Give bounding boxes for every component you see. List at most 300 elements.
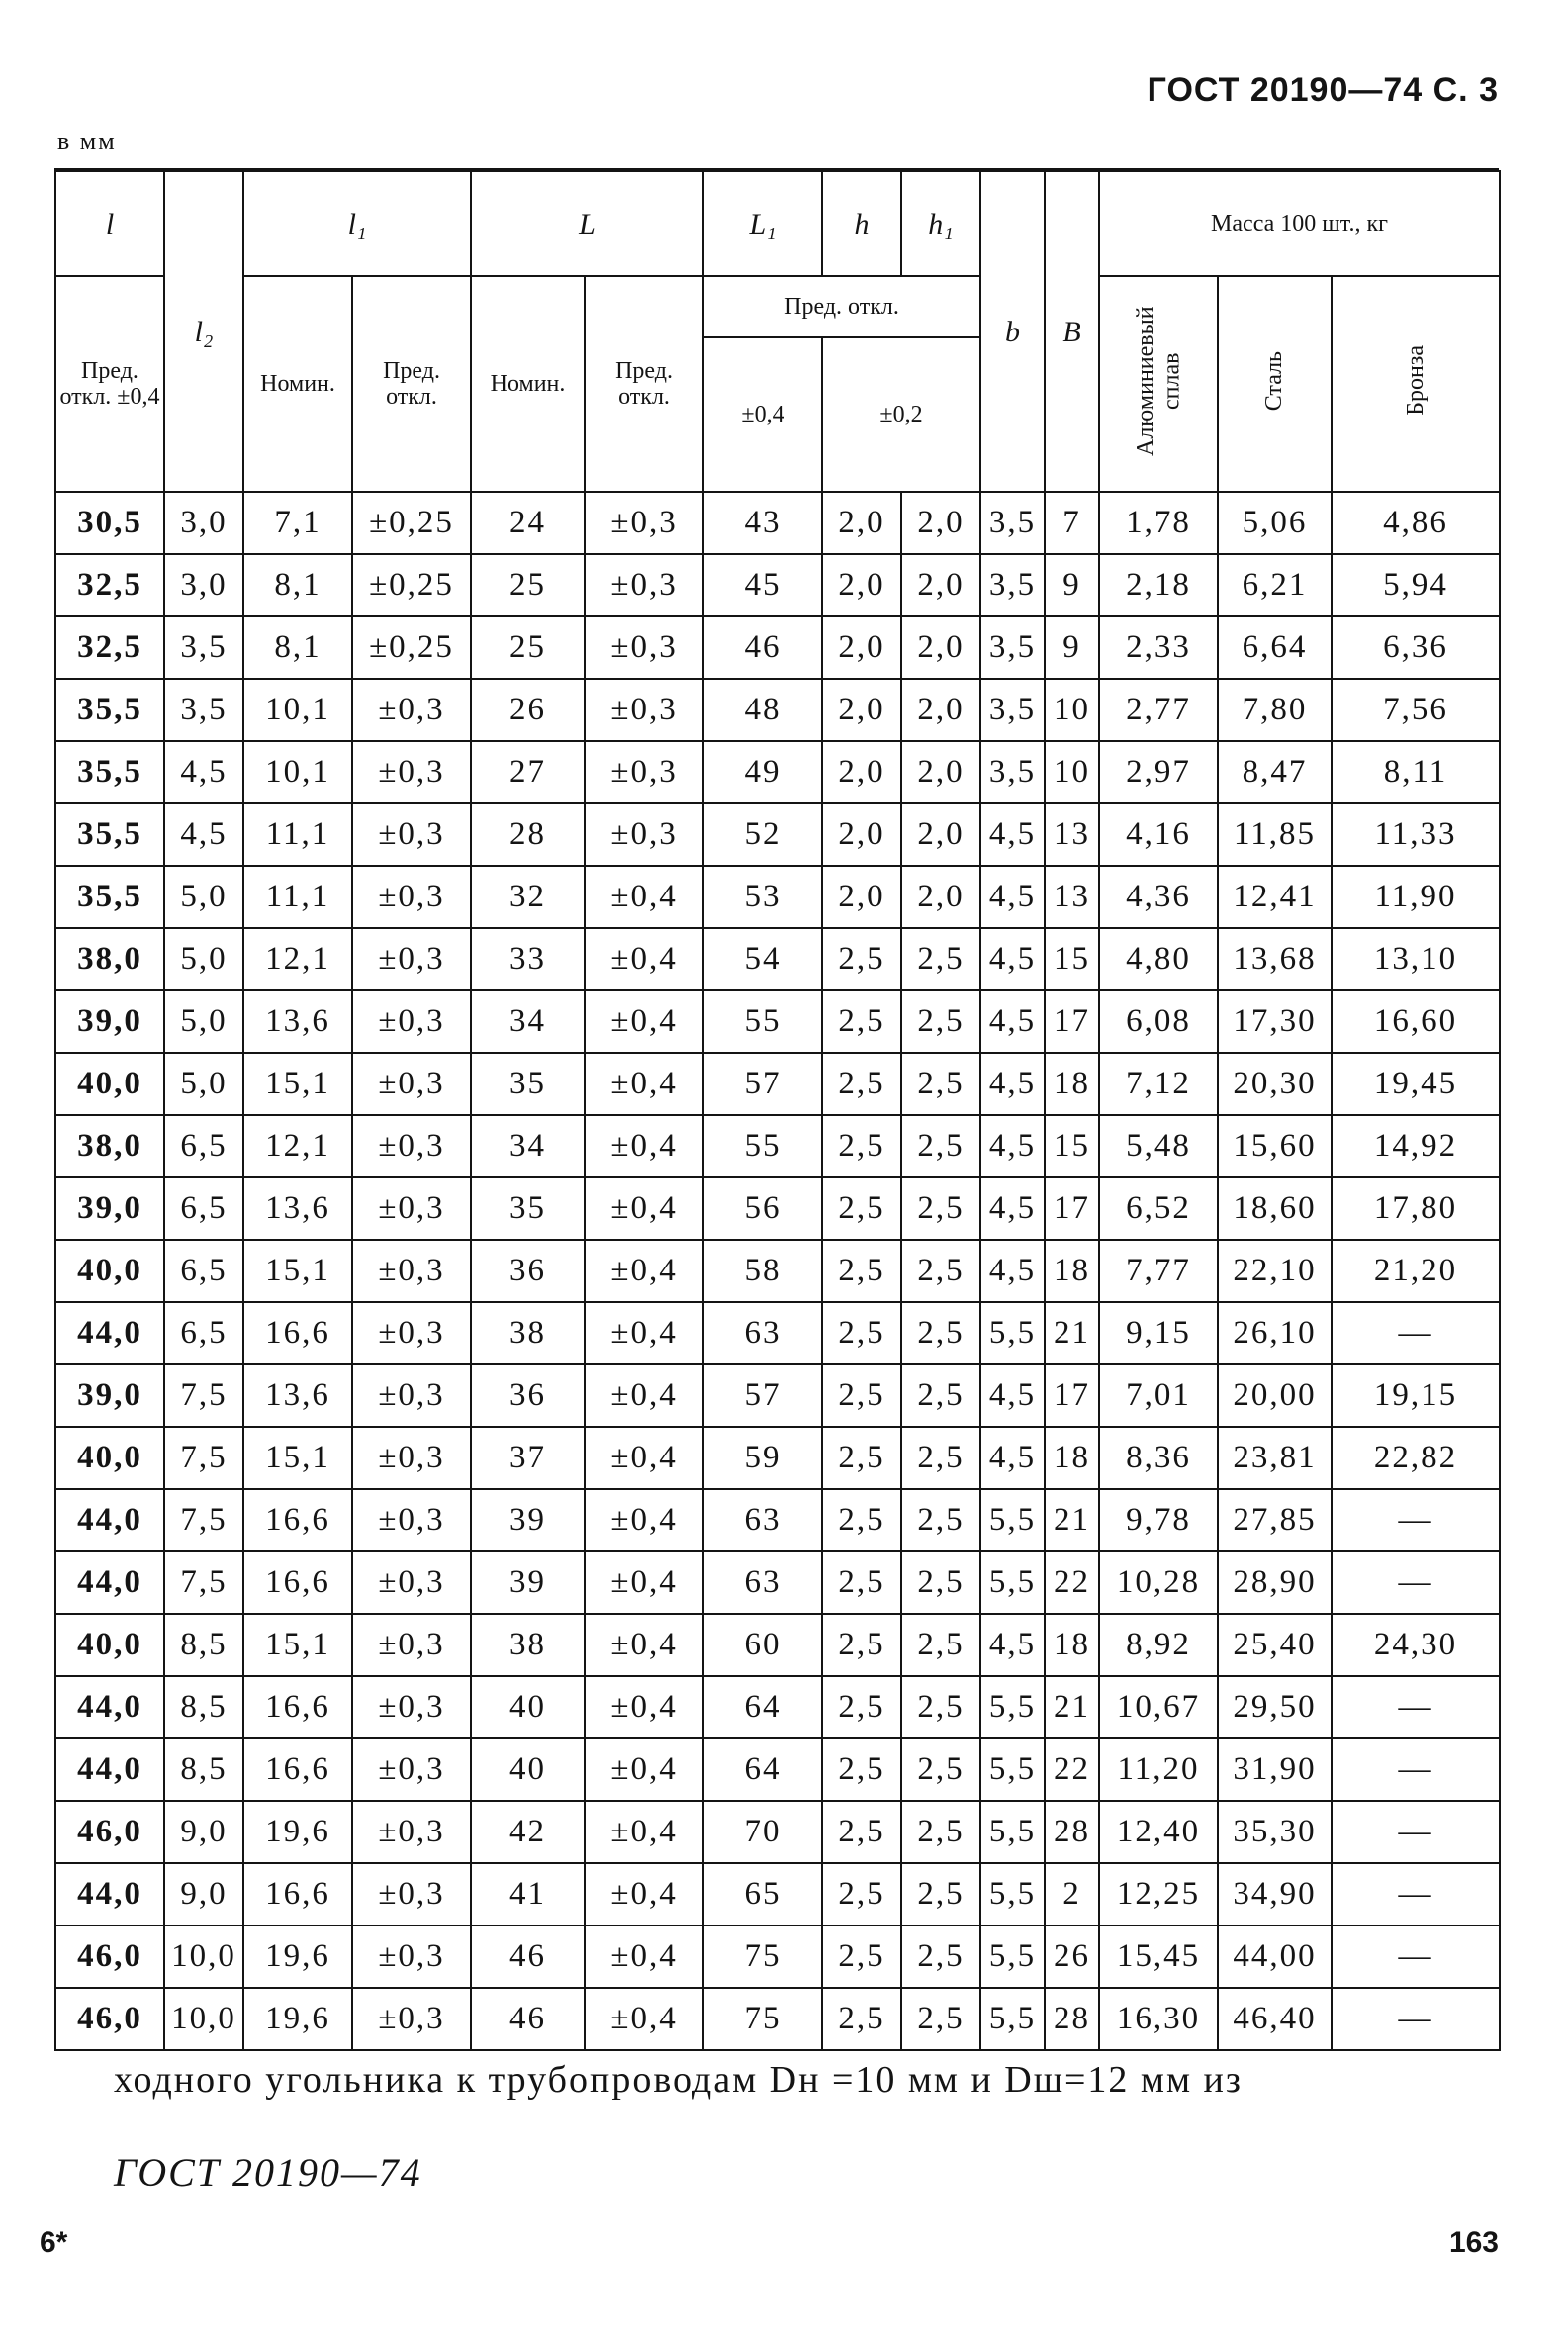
cell-h1: 2,0 <box>901 492 980 554</box>
cell-l1-tol: ±0,3 <box>352 1863 471 1925</box>
table-row <box>55 1177 1500 1240</box>
table-row <box>55 616 1500 679</box>
cell-mass-steel: 6,64 <box>1218 616 1332 679</box>
table-row <box>55 679 1500 741</box>
cell-b: 5,5 <box>980 1551 1045 1614</box>
cell-B: 18 <box>1045 1240 1099 1302</box>
cell-L-nomin: 35 <box>471 1177 585 1240</box>
cell-L-tol: ±0,4 <box>585 990 703 1053</box>
cell-h: 2,0 <box>822 679 901 741</box>
cell-b: 3,5 <box>980 554 1045 616</box>
cell-l2: 6,5 <box>164 1115 243 1177</box>
cell-b: 4,5 <box>980 803 1045 866</box>
cell-mass-bronze: — <box>1332 1676 1500 1738</box>
cell-l1-tol: ±0,3 <box>352 1240 471 1302</box>
cell-B: 2 <box>1045 1863 1099 1925</box>
cell-mass-steel: 8,47 <box>1218 741 1332 803</box>
cell-b: 5,5 <box>980 1801 1045 1863</box>
cell-h1: 2,5 <box>901 1240 980 1302</box>
table-row <box>55 866 1500 928</box>
cell-l: 32,5 <box>55 554 164 616</box>
cell-B: 17 <box>1045 1177 1099 1240</box>
cell-l1-nomin: 11,1 <box>243 866 352 928</box>
cell-l1-tol: ±0,3 <box>352 1302 471 1364</box>
cell-b: 4,5 <box>980 1053 1045 1115</box>
cell-mass-alu: 9,15 <box>1099 1302 1218 1364</box>
cell-mass-bronze: 19,15 <box>1332 1364 1500 1427</box>
col-l-tol: Пред. откл. ±0,4 <box>55 276 164 492</box>
cell-mass-steel: 23,81 <box>1218 1427 1332 1489</box>
cell-L-nomin: 38 <box>471 1302 585 1364</box>
cell-L-nomin: 27 <box>471 741 585 803</box>
cell-mass-bronze: 22,82 <box>1332 1427 1500 1489</box>
cell-b: 4,5 <box>980 990 1045 1053</box>
cell-h: 2,0 <box>822 803 901 866</box>
cell-mass-bronze: 24,30 <box>1332 1614 1500 1676</box>
cell-h: 2,5 <box>822 1177 901 1240</box>
cell-mass-bronze: 8,11 <box>1332 741 1500 803</box>
cell-l1-tol: ±0,3 <box>352 1614 471 1676</box>
col-L-tol: Пред. откл. <box>585 276 703 492</box>
cell-L1: 52 <box>703 803 822 866</box>
cell-l: 44,0 <box>55 1863 164 1925</box>
col-l1: l₁ <box>243 171 471 276</box>
cell-L1: 75 <box>703 1925 822 1988</box>
cell-b: 4,5 <box>980 1115 1045 1177</box>
cell-l1-tol: ±0,3 <box>352 1988 471 2050</box>
cell-mass-bronze: — <box>1332 1551 1500 1614</box>
cell-L-nomin: 36 <box>471 1240 585 1302</box>
cell-l1-nomin: 16,6 <box>243 1551 352 1614</box>
cell-h: 2,0 <box>822 554 901 616</box>
cell-L-tol: ±0,4 <box>585 1801 703 1863</box>
cell-B: 22 <box>1045 1551 1099 1614</box>
cell-mass-steel: 13,68 <box>1218 928 1332 990</box>
cell-mass-alu: 10,67 <box>1099 1676 1218 1738</box>
cell-h: 2,5 <box>822 990 901 1053</box>
cell-l: 38,0 <box>55 928 164 990</box>
cell-l2: 4,5 <box>164 803 243 866</box>
cell-mass-steel: 44,00 <box>1218 1925 1332 1988</box>
cell-L-nomin: 24 <box>471 492 585 554</box>
cell-B: 21 <box>1045 1676 1099 1738</box>
cell-L1: 57 <box>703 1364 822 1427</box>
col-l2: l₂ <box>164 171 243 492</box>
cell-mass-steel: 6,21 <box>1218 554 1332 616</box>
col-L-nomin: Номин. <box>471 276 585 492</box>
cell-l1-tol: ±0,3 <box>352 803 471 866</box>
cell-L1: 54 <box>703 928 822 990</box>
cell-l: 46,0 <box>55 1925 164 1988</box>
cell-mass-steel: 22,10 <box>1218 1240 1332 1302</box>
cell-L-nomin: 36 <box>471 1364 585 1427</box>
cell-L-tol: ±0,4 <box>585 1551 703 1614</box>
cell-mass-alu: 9,78 <box>1099 1489 1218 1551</box>
cell-L-nomin: 34 <box>471 1115 585 1177</box>
table-row <box>55 1676 1500 1738</box>
cell-l2: 5,0 <box>164 1053 243 1115</box>
cell-L1: 63 <box>703 1551 822 1614</box>
cell-l2: 9,0 <box>164 1863 243 1925</box>
cell-L-nomin: 35 <box>471 1053 585 1115</box>
cell-mass-bronze: 17,80 <box>1332 1177 1500 1240</box>
table-row <box>55 1863 1500 1925</box>
cell-b: 5,5 <box>980 1676 1045 1738</box>
cell-l2: 9,0 <box>164 1801 243 1863</box>
cell-mass-bronze: — <box>1332 1489 1500 1551</box>
cell-h: 2,5 <box>822 1614 901 1676</box>
col-b: b <box>980 171 1045 492</box>
cell-L-tol: ±0,4 <box>585 1489 703 1551</box>
cell-mass-steel: 5,06 <box>1218 492 1332 554</box>
cell-l1-tol: ±0,3 <box>352 1489 471 1551</box>
cell-l1-nomin: 15,1 <box>243 1240 352 1302</box>
cell-h1: 2,5 <box>901 1551 980 1614</box>
cell-L-tol: ±0,4 <box>585 1177 703 1240</box>
cell-b: 4,5 <box>980 1177 1045 1240</box>
cell-l1-nomin: 11,1 <box>243 803 352 866</box>
cell-L1: 43 <box>703 492 822 554</box>
cell-L-nomin: 39 <box>471 1551 585 1614</box>
cell-mass-bronze: 5,94 <box>1332 554 1500 616</box>
cell-B: 21 <box>1045 1302 1099 1364</box>
cell-h1: 2,5 <box>901 1925 980 1988</box>
cell-L-tol: ±0,4 <box>585 1115 703 1177</box>
table-row <box>55 741 1500 803</box>
cell-L1: 57 <box>703 1053 822 1115</box>
cell-L-nomin: 40 <box>471 1738 585 1801</box>
cell-b: 3,5 <box>980 741 1045 803</box>
col-mass: Масса 100 шт., кг <box>1099 171 1500 276</box>
cell-mass-steel: 28,90 <box>1218 1551 1332 1614</box>
cell-h: 2,5 <box>822 1053 901 1115</box>
cell-l2: 8,5 <box>164 1676 243 1738</box>
cell-l1-nomin: 19,6 <box>243 1801 352 1863</box>
cell-L1: 75 <box>703 1988 822 2050</box>
cell-l1-nomin: 8,1 <box>243 554 352 616</box>
cell-l1-tol: ±0,3 <box>352 1053 471 1115</box>
cell-l2: 3,0 <box>164 554 243 616</box>
cell-l: 44,0 <box>55 1738 164 1801</box>
cell-h1: 2,0 <box>901 803 980 866</box>
cell-l1-nomin: 15,1 <box>243 1053 352 1115</box>
cell-L-tol: ±0,4 <box>585 1863 703 1925</box>
cell-b: 5,5 <box>980 1302 1045 1364</box>
footer-standard-title: ГОСТ 20190—74 <box>114 2150 422 2195</box>
cell-l1-nomin: 10,1 <box>243 679 352 741</box>
cell-h1: 2,5 <box>901 1302 980 1364</box>
cell-l2: 7,5 <box>164 1427 243 1489</box>
cell-h1: 2,5 <box>901 1053 980 1115</box>
cell-l: 39,0 <box>55 990 164 1053</box>
cell-L1: 64 <box>703 1738 822 1801</box>
cell-L-nomin: 41 <box>471 1863 585 1925</box>
cell-B: 13 <box>1045 803 1099 866</box>
cell-l1-tol: ±0,3 <box>352 1676 471 1738</box>
cell-h: 2,5 <box>822 1364 901 1427</box>
col-mass-alu <box>1099 276 1218 492</box>
cell-mass-alu: 4,80 <box>1099 928 1218 990</box>
cell-L-tol: ±0,4 <box>585 1676 703 1738</box>
cell-h1: 2,0 <box>901 554 980 616</box>
table-row <box>55 492 1500 554</box>
cell-l: 40,0 <box>55 1427 164 1489</box>
cell-l: 30,5 <box>55 492 164 554</box>
cell-L-nomin: 34 <box>471 990 585 1053</box>
cell-mass-bronze: 16,60 <box>1332 990 1500 1053</box>
cell-l2: 8,5 <box>164 1738 243 1801</box>
col-L: L <box>471 171 703 276</box>
cell-l2: 6,5 <box>164 1302 243 1364</box>
cell-mass-steel: 34,90 <box>1218 1863 1332 1925</box>
cell-mass-bronze: 6,36 <box>1332 616 1500 679</box>
cell-l1-tol: ±0,25 <box>352 616 471 679</box>
cell-l1-nomin: 16,6 <box>243 1489 352 1551</box>
col-L1-h-tol: Пред. откл. <box>703 276 980 337</box>
cell-B: 18 <box>1045 1427 1099 1489</box>
col-l1-nomin: Номин. <box>243 276 352 492</box>
cell-mass-steel: 15,60 <box>1218 1115 1332 1177</box>
cell-l1-nomin: 16,6 <box>243 1302 352 1364</box>
table-row <box>55 1053 1500 1115</box>
cell-l: 40,0 <box>55 1614 164 1676</box>
cell-B: 28 <box>1045 1801 1099 1863</box>
cell-L-tol: ±0,4 <box>585 1427 703 1489</box>
cell-mass-steel: 17,30 <box>1218 990 1332 1053</box>
cell-l: 38,0 <box>55 1115 164 1177</box>
cell-l: 35,5 <box>55 741 164 803</box>
page-number: 163 <box>1448 2226 1499 2259</box>
cell-mass-bronze: — <box>1332 1738 1500 1801</box>
cell-L-nomin: 28 <box>471 803 585 866</box>
cell-mass-alu: 8,92 <box>1099 1614 1218 1676</box>
cell-B: 9 <box>1045 616 1099 679</box>
cell-mass-steel: 35,30 <box>1218 1801 1332 1863</box>
cell-l: 39,0 <box>55 1364 164 1427</box>
cell-mass-alu: 6,08 <box>1099 990 1218 1053</box>
cell-h: 2,5 <box>822 1551 901 1614</box>
cell-l: 35,5 <box>55 866 164 928</box>
cell-B: 18 <box>1045 1614 1099 1676</box>
page-signature-mark: 6* <box>40 2226 68 2259</box>
cell-b: 4,5 <box>980 1364 1045 1427</box>
cell-mass-alu: 15,45 <box>1099 1925 1218 1988</box>
cell-l: 40,0 <box>55 1053 164 1115</box>
cell-l1-tol: ±0,3 <box>352 741 471 803</box>
col-l: l <box>55 171 164 276</box>
cell-mass-alu: 7,01 <box>1099 1364 1218 1427</box>
cell-b: 5,5 <box>980 1863 1045 1925</box>
cell-l: 44,0 <box>55 1302 164 1364</box>
cell-mass-bronze: 11,90 <box>1332 866 1500 928</box>
cell-l2: 6,5 <box>164 1240 243 1302</box>
col-B: B <box>1045 171 1099 492</box>
cell-l1-tol: ±0,3 <box>352 1427 471 1489</box>
cell-mass-alu: 6,52 <box>1099 1177 1218 1240</box>
cell-h1: 2,0 <box>901 741 980 803</box>
cell-L-tol: ±0,4 <box>585 928 703 990</box>
cell-L-tol: ±0,4 <box>585 1364 703 1427</box>
cell-mass-alu: 2,33 <box>1099 616 1218 679</box>
cell-l1-tol: ±0,3 <box>352 928 471 990</box>
cell-L-nomin: 37 <box>471 1427 585 1489</box>
cell-l2: 10,0 <box>164 1925 243 1988</box>
dimensions-table-wrapper <box>54 170 1499 2051</box>
cell-b: 3,5 <box>980 492 1045 554</box>
cell-mass-alu: 10,28 <box>1099 1551 1218 1614</box>
cell-h: 2,0 <box>822 741 901 803</box>
cell-L-nomin: 33 <box>471 928 585 990</box>
cell-mass-bronze: — <box>1332 1302 1500 1364</box>
footer-caption: ходного угольника к трубопроводам Dн =10 мм и Dш=12 мм из <box>114 2059 1243 2101</box>
cell-L1: 49 <box>703 741 822 803</box>
cell-l1-nomin: 8,1 <box>243 616 352 679</box>
cell-l1-tol: ±0,3 <box>352 1801 471 1863</box>
cell-l1-tol: ±0,3 <box>352 1364 471 1427</box>
cell-l2: 3,5 <box>164 679 243 741</box>
cell-B: 26 <box>1045 1925 1099 1988</box>
cell-mass-steel: 46,40 <box>1218 1988 1332 2050</box>
cell-b: 5,5 <box>980 1489 1045 1551</box>
cell-B: 13 <box>1045 866 1099 928</box>
cell-L-nomin: 40 <box>471 1676 585 1738</box>
cell-B: 7 <box>1045 492 1099 554</box>
cell-mass-alu: 12,25 <box>1099 1863 1218 1925</box>
table-row <box>55 1489 1500 1551</box>
cell-B: 15 <box>1045 1115 1099 1177</box>
cell-l: 46,0 <box>55 1801 164 1863</box>
cell-mass-steel: 18,60 <box>1218 1177 1332 1240</box>
cell-B: 17 <box>1045 1364 1099 1427</box>
cell-l1-nomin: 16,6 <box>243 1738 352 1801</box>
cell-l1-tol: ±0,3 <box>352 1115 471 1177</box>
cell-l1-nomin: 13,6 <box>243 990 352 1053</box>
cell-l: 40,0 <box>55 1240 164 1302</box>
cell-h1: 2,5 <box>901 1863 980 1925</box>
cell-mass-alu: 8,36 <box>1099 1427 1218 1489</box>
cell-B: 21 <box>1045 1489 1099 1551</box>
cell-mass-bronze: — <box>1332 1925 1500 1988</box>
cell-L-tol: ±0,3 <box>585 803 703 866</box>
cell-L1: 59 <box>703 1427 822 1489</box>
table-row <box>55 1551 1500 1614</box>
cell-mass-alu: 5,48 <box>1099 1115 1218 1177</box>
cell-mass-bronze: — <box>1332 1863 1500 1925</box>
alu-label: Алюминиевый сплав <box>1132 306 1185 456</box>
cell-b: 3,5 <box>980 616 1045 679</box>
cell-l2: 4,5 <box>164 741 243 803</box>
col-mass-bronze <box>1332 276 1500 492</box>
cell-mass-steel: 12,41 <box>1218 866 1332 928</box>
cell-L-nomin: 39 <box>471 1489 585 1551</box>
col-h1: h₁ <box>901 171 980 276</box>
cell-mass-bronze: — <box>1332 1988 1500 2050</box>
cell-L1: 45 <box>703 554 822 616</box>
cell-l: 44,0 <box>55 1676 164 1738</box>
cell-L1: 63 <box>703 1489 822 1551</box>
cell-mass-bronze: 19,45 <box>1332 1053 1500 1115</box>
cell-h1: 2,5 <box>901 1364 980 1427</box>
col-L1-tol-value: ±0,4 <box>703 337 822 492</box>
table-row <box>55 803 1500 866</box>
cell-b: 4,5 <box>980 866 1045 928</box>
cell-l2: 3,5 <box>164 616 243 679</box>
cell-mass-steel: 20,30 <box>1218 1053 1332 1115</box>
col-mass-steel <box>1218 276 1332 492</box>
cell-mass-alu: 2,18 <box>1099 554 1218 616</box>
table-row <box>55 928 1500 990</box>
cell-l1-nomin: 15,1 <box>243 1614 352 1676</box>
cell-mass-bronze: 13,10 <box>1332 928 1500 990</box>
cell-mass-bronze: 7,56 <box>1332 679 1500 741</box>
table-row <box>55 1240 1500 1302</box>
cell-h1: 2,5 <box>901 1988 980 2050</box>
cell-L-tol: ±0,4 <box>585 1240 703 1302</box>
cell-h1: 2,5 <box>901 1676 980 1738</box>
cell-h1: 2,5 <box>901 1489 980 1551</box>
table-row <box>55 1925 1500 1988</box>
cell-mass-bronze: 4,86 <box>1332 492 1500 554</box>
col-h: h <box>822 171 901 276</box>
table-row <box>55 990 1500 1053</box>
cell-l: 35,5 <box>55 803 164 866</box>
cell-B: 10 <box>1045 741 1099 803</box>
cell-L-tol: ±0,4 <box>585 1302 703 1364</box>
cell-l2: 3,0 <box>164 492 243 554</box>
cell-L1: 70 <box>703 1801 822 1863</box>
cell-h: 2,5 <box>822 1427 901 1489</box>
cell-b: 4,5 <box>980 928 1045 990</box>
cell-L-tol: ±0,4 <box>585 1053 703 1115</box>
cell-h1: 2,5 <box>901 1177 980 1240</box>
cell-L-nomin: 25 <box>471 554 585 616</box>
cell-L1: 53 <box>703 866 822 928</box>
cell-mass-alu: 16,30 <box>1099 1988 1218 2050</box>
cell-h: 2,5 <box>822 1925 901 1988</box>
cell-l1-tol: ±0,3 <box>352 679 471 741</box>
cell-L1: 46 <box>703 616 822 679</box>
dimensions-table <box>54 170 1501 2051</box>
cell-l2: 10,0 <box>164 1988 243 2050</box>
cell-L-tol: ±0,4 <box>585 1925 703 1988</box>
cell-l1-nomin: 12,1 <box>243 1115 352 1177</box>
table-row <box>55 1988 1500 2050</box>
cell-l2: 7,5 <box>164 1489 243 1551</box>
cell-L-nomin: 26 <box>471 679 585 741</box>
cell-h1: 2,0 <box>901 679 980 741</box>
cell-mass-alu: 2,77 <box>1099 679 1218 741</box>
table-row <box>55 1801 1500 1863</box>
table-row <box>55 1364 1500 1427</box>
cell-l1-tol: ±0,3 <box>352 1177 471 1240</box>
cell-L1: 65 <box>703 1863 822 1925</box>
cell-h: 2,5 <box>822 1489 901 1551</box>
cell-mass-steel: 7,80 <box>1218 679 1332 741</box>
cell-mass-steel: 26,10 <box>1218 1302 1332 1364</box>
col-L1: L₁ <box>703 171 822 276</box>
cell-h1: 2,5 <box>901 928 980 990</box>
cell-L1: 64 <box>703 1676 822 1738</box>
cell-mass-steel: 31,90 <box>1218 1738 1332 1801</box>
cell-l1-nomin: 12,1 <box>243 928 352 990</box>
cell-l1-tol: ±0,3 <box>352 1738 471 1801</box>
cell-l2: 5,0 <box>164 866 243 928</box>
cell-L1: 60 <box>703 1614 822 1676</box>
cell-b: 5,5 <box>980 1988 1045 2050</box>
cell-l1-nomin: 19,6 <box>243 1925 352 1988</box>
col-h-tol-value: ±0,2 <box>822 337 980 492</box>
cell-B: 10 <box>1045 679 1099 741</box>
